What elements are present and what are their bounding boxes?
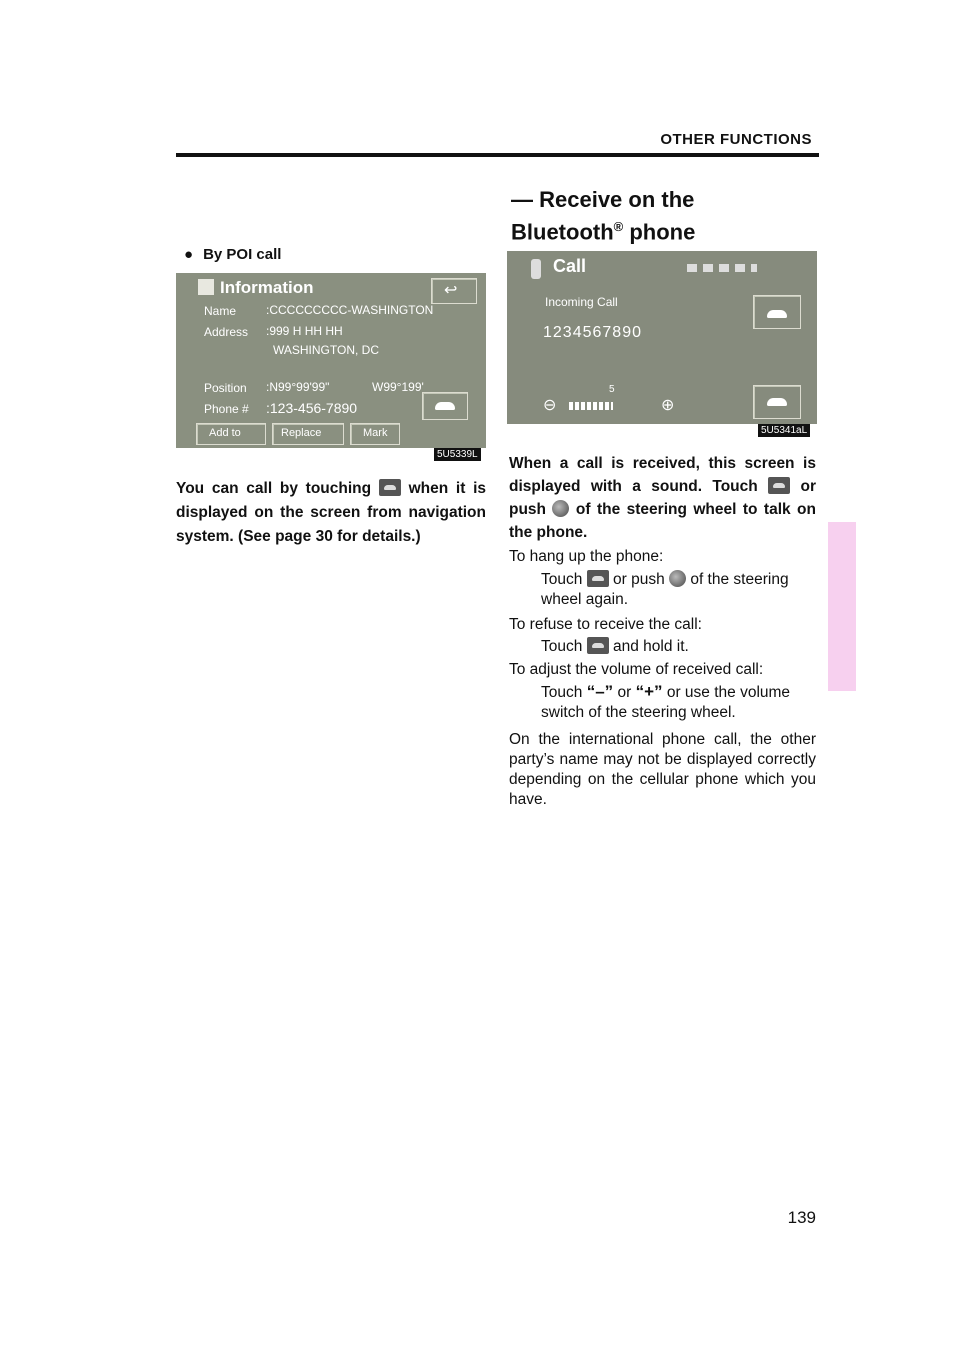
figure-code-2: 5U5341aL bbox=[758, 424, 810, 437]
call-screen-title: Call bbox=[553, 256, 587, 276]
phone-value: :123-456-7890 bbox=[266, 400, 358, 416]
receive-call-paragraph bbox=[509, 452, 816, 544]
incoming-number: 1234567890 bbox=[543, 324, 642, 341]
replace-label: Replace bbox=[281, 427, 322, 439]
mark-button[interactable] bbox=[350, 423, 400, 445]
plus-key: “+” bbox=[635, 682, 663, 701]
refuse-a: Touch bbox=[541, 638, 583, 655]
page-number: 139 bbox=[787, 1208, 816, 1227]
volume-instruction bbox=[541, 682, 816, 723]
name-value: :CCCCCCCCC-WASHINGTON bbox=[266, 303, 434, 317]
screen-title: Information bbox=[220, 278, 314, 297]
hang-up-icon bbox=[767, 310, 787, 318]
phone-handset-icon bbox=[435, 402, 455, 410]
volume-up-button[interactable]: ⊕ bbox=[661, 397, 675, 414]
receive-para-b: or push bbox=[509, 478, 816, 518]
phone-button-icon-3 bbox=[587, 570, 609, 587]
hang-c: of the steering wheel again. bbox=[541, 571, 789, 608]
heading-line-1: — Receive on the bbox=[511, 187, 695, 212]
volume-or: or bbox=[617, 684, 632, 701]
steering-switch-icon bbox=[552, 500, 569, 517]
replace-button[interactable] bbox=[272, 423, 344, 445]
answer-button[interactable] bbox=[753, 385, 801, 419]
address-value-line-2: WASHINGTON, DC bbox=[273, 343, 380, 357]
volume-bar bbox=[569, 402, 613, 410]
phone-button-icon-2 bbox=[768, 477, 790, 494]
header-rule bbox=[176, 153, 819, 157]
mobile-phone-icon bbox=[531, 259, 541, 279]
building-icon bbox=[198, 279, 214, 295]
refuse-b: and hold it. bbox=[613, 638, 689, 655]
poi-para-a: You can call by touching bbox=[176, 480, 372, 497]
mark-label: Mark bbox=[363, 427, 388, 439]
call-button[interactable] bbox=[422, 392, 468, 420]
position-longitude: W99°199' bbox=[372, 380, 424, 394]
volume-level: 5 bbox=[609, 384, 615, 395]
incoming-call-label: Incoming Call bbox=[545, 295, 618, 309]
add-to-label: Add to bbox=[209, 427, 241, 439]
back-button[interactable] bbox=[431, 278, 477, 304]
refuse-label: To refuse to receive the call: bbox=[509, 616, 702, 633]
poi-call-paragraph bbox=[176, 477, 486, 549]
address-value-line-1: :999 H HH HH bbox=[266, 324, 343, 338]
international-note: On the international phone call, the other party’s name may not be displayed correctly depending on the cellular phone which you have. bbox=[509, 731, 816, 808]
answer-icon bbox=[767, 398, 787, 406]
registered-mark: ® bbox=[613, 219, 624, 234]
bullet-label: By POI call bbox=[203, 246, 282, 263]
hang-up-instruction bbox=[541, 570, 816, 610]
hang-a: Touch bbox=[541, 571, 583, 588]
position-label: Position bbox=[204, 381, 247, 395]
chapter-tab bbox=[828, 522, 856, 691]
refuse-instruction bbox=[541, 637, 816, 657]
poi-para-b: when it is displayed on the screen from navigation system. (See page 30 for details.) bbox=[176, 480, 487, 545]
volume-b: or use the volume switch of the steering wheel. bbox=[541, 684, 791, 721]
phone-button-icon bbox=[379, 479, 401, 496]
incoming-call-screenshot bbox=[507, 251, 817, 424]
heading-line-2 bbox=[511, 213, 695, 245]
bullet-item bbox=[184, 246, 281, 263]
section-title: OTHER FUNCTIONS bbox=[660, 131, 812, 148]
address-label: Address bbox=[204, 325, 249, 339]
back-arrow-icon: ↩ bbox=[444, 282, 458, 299]
add-to-button[interactable] bbox=[196, 423, 266, 445]
minus-key: “–” bbox=[586, 682, 614, 701]
volume-label: To adjust the volume of received call: bbox=[509, 661, 764, 678]
position-latitude: :N99°99'99" bbox=[266, 380, 330, 394]
volume-down-button[interactable]: ⊖ bbox=[543, 397, 557, 414]
phone-label: Phone # bbox=[204, 402, 249, 416]
volume-a: Touch bbox=[541, 684, 583, 701]
hang-b: or push bbox=[613, 571, 665, 588]
receive-para-c: of the steering wheel to talk on the phone. bbox=[509, 501, 816, 541]
heading-phone: phone bbox=[623, 219, 696, 245]
poi-information-screenshot bbox=[176, 273, 486, 448]
bullet-dot-icon: ● bbox=[184, 246, 194, 263]
hang-up-button[interactable] bbox=[753, 295, 801, 329]
hang-up-label: To hang up the phone: bbox=[509, 548, 664, 565]
heading-bluetooth: Bluetooth bbox=[511, 219, 614, 245]
phone-button-icon-4 bbox=[587, 637, 609, 654]
figure-code: 5U5339L bbox=[434, 448, 481, 461]
section-heading bbox=[511, 186, 695, 245]
name-label: Name bbox=[204, 304, 237, 318]
steering-switch-icon-2 bbox=[669, 570, 686, 587]
receive-para-a: When a call is received, this screen is displayed with a sound. Touch bbox=[509, 455, 816, 495]
status-indicators-icon bbox=[687, 264, 757, 272]
